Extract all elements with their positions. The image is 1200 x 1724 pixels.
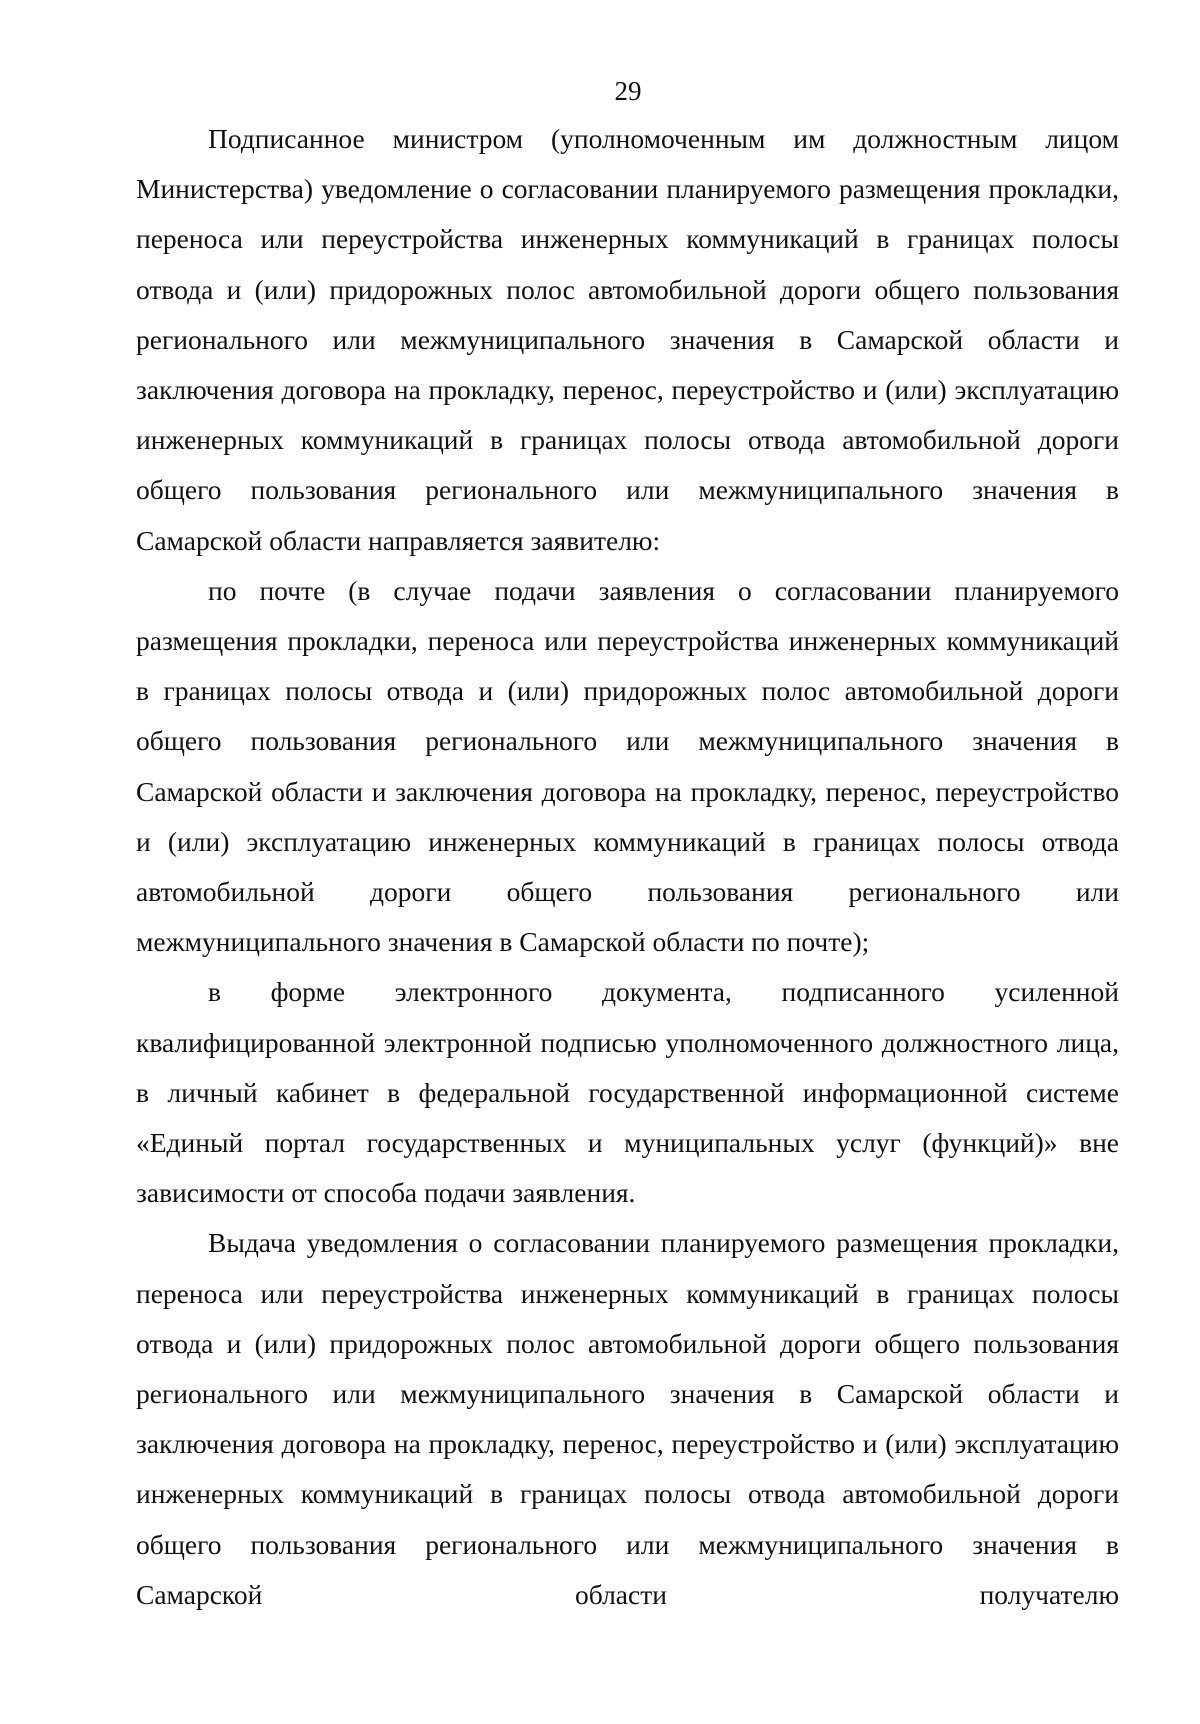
paragraph-issuance: Выдача уведомления о согласовании планируемого размещения прокладки, переноса или переустройства инженерных коммуникаций в границах полосы отвода и (или) придорожных полос автомобильной дороги общего пользования регионального или межмуниципального значения в Самарской области и заключения договора на прокладку, перенос, переустройство и (или) эксплуатацию инженерных коммуникаций в границах полосы отвода автомобильной дороги общего пользования регионального или межмуниципального значения в Самарской области получателю xyxy=(136,1227,1119,1610)
paragraph-electronic-document: в форме электронного документа, подписанного усиленной квалифицированной электронной подписью уполномоченного должностного лица, в личный кабинет в федеральной государственной информационной системе «Единый портал государственных и муниципальных услуг (функций)» вне зависимости от способа подачи заявления. xyxy=(136,976,1119,1209)
paragraph-notification-sent: Подписанное министром (уполномоченным им должностным лицом Министерства) уведомление о согласовании планируемого размещения прокладки, переноса или переустройства инженерных коммуникаций в границах полосы отвода и (или) придорожных полос автомобильной дороги общего пользования регионального или межмуниципального значения в Самарской области и заключения договора на прокладку, перенос, переустройство и (или) эксплуатацию инженерных коммуникаций в границах полосы отвода автомобильной дороги общего пользования регионального или межмуниципального значения в Самарской области направляется заявителю: xyxy=(136,123,1119,556)
paragraph-by-mail: по почте (в случае подачи заявления о согласовании планируемого размещения прокладки, переноса или переустройства инженерных коммуникаций в границах полосы отвода и (или) придорожных полос автомобильной дороги общего пользования регионального или межмуниципального значения в Самарской области и заключения договора на прокладку, перенос, переустройство и (или) эксплуатацию инженерных коммуникаций в границах полосы отвода автомобильной дороги общего пользования регионального или межмуниципального значения в Самарской области по почте); xyxy=(136,574,1119,958)
page-number: 29 xyxy=(614,76,642,106)
document-body xyxy=(136,114,1119,1620)
